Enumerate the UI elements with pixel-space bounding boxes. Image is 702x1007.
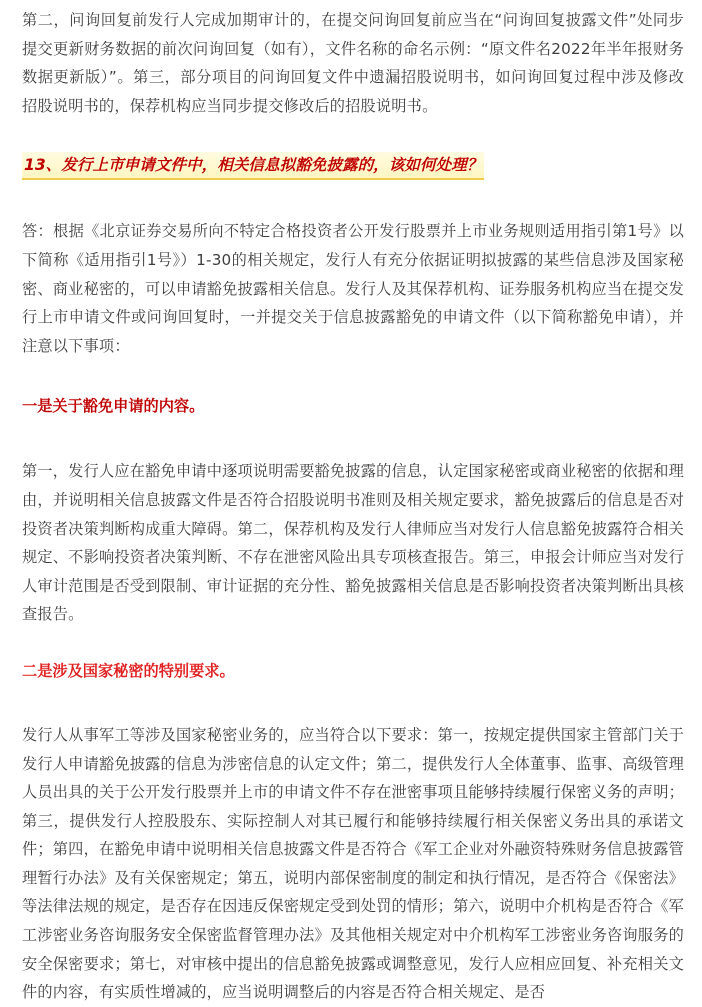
question-title: 13、发行上市申请文件中，相关信息拟豁免披露的，该如何处理？ — [22, 152, 484, 180]
answer-paragraph: 答：根据《北京证券交易所向不特定合格投资者公开发行股票并上市业务规则适用指引第1号》以下简称《适用指引1号》）1-30的相关规定，发行人有充分依据证明拟披露的某些信息涉及国家秘密、商业秘密的，可以申请豁免披露相关信息。发行人及其保荐机构、证券服务机构应当在提交发行上市申请文件或问询回复时，一并提交关于信息披露豁免的申请文件（以下简称豁免申请），并注意以下事项： — [22, 222, 684, 355]
section-heading-state-secrets: 二是涉及国家秘密的特别要求。 — [22, 661, 235, 680]
intro-paragraph: 第二，问询回复前发行人完成加期审计的，在提交问询回复前应当在“问询回复披露文件”处同步提交更新财务数据的前次问询回复（如有），文件名称的命名示例：“原文件名2022年半年报财务数据更新版）”。第三，部分项目的问询回复文件中遗漏招股说明书，如问询回复过程中涉及修改招股说明书的，保荐机构应当同步提交修改后的招股说明书。 — [22, 11, 684, 115]
exemption-content-paragraph: 第一，发行人应在豁免申请中逐项说明需要豁免披露的信息，认定国家秘密或商业秘密的依据和理由，并说明相关信息披露文件是否符合招股说明书准则及相关规定要求，豁免披露后的信息是否对投资者决策判断构成重大障碍。第二，保荐机构及发行人律师应当对发行人信息豁免披露符合相关规定、不影响投资者决策判断、不存在泄密风险出具专项核查报告。第三，申报会计师应当对发行人审计范围是否受到限制、审计证据的充分性、豁免披露相关信息是否影响投资者决策判断出具核查报告。 — [22, 462, 684, 624]
article-body — [22, 0, 684, 1007]
state-secrets-paragraph: 发行人从事军工等涉及国家秘密业务的，应当符合以下要求：第一，按规定提供国家主管部门关于发行人申请豁免披露的信息为涉密信息的认定文件；第二，提供发行人全体董事、监事、高级管理人员出具的关于公开发行股票并上市的申请文件不存在泄密事项且能够持续履行保密义务的声明；第三，提供发行人控股股东、实际控制人对其已履行和能够持续履行相关保密义务出具的承诺文件；第四，在豁免申请中说明相关信息披露文件是否符合《军工企业对外融资特殊财务信息披露管理暂行办法》及有关保密规定；第五，说明内部保密制度的制定和执行情况，是否符合《保密法》等法律法规的规定，是否存在因违反保密规定受到处罚的情形；第六，说明中介机构是否符合《军工涉密业务咨询服务安全保密监督管理办法》及其他相关规定对中介机构军工涉密业务咨询服务的安全保密要求；第七，对审核中提出的信息豁免披露或调整意见，发行人应相应回复、补充相关文件的内容，有实质性增减的，应当说明调整后的内容是否符合相关规定、是否 — [22, 725, 684, 1002]
section-heading-exemption-content: 一是关于豁免申请的内容。 — [22, 397, 205, 416]
question-block — [22, 152, 684, 180]
